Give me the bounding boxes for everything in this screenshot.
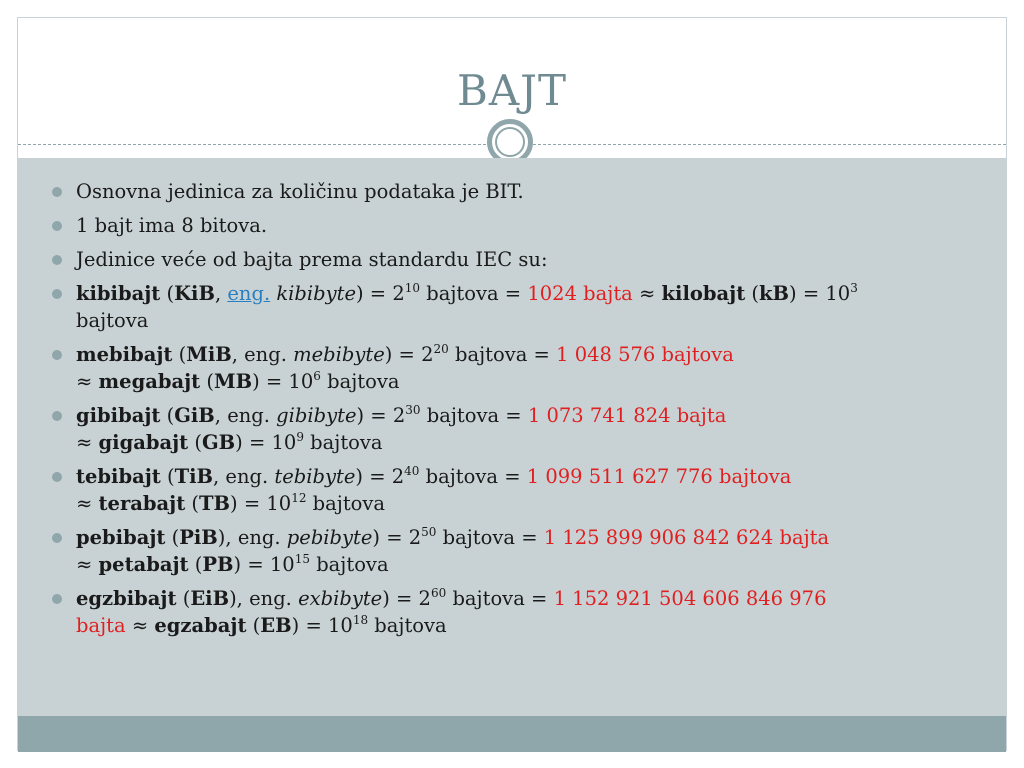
unit-name: tebibajt <box>76 465 161 488</box>
unit-value: 1 125 899 906 842 624 bajta <box>543 526 830 549</box>
bullet-list <box>48 178 918 646</box>
unit-abbr: EiB <box>190 587 230 610</box>
eng-label: eng. <box>227 404 270 427</box>
unit-value: 1 048 576 bajtova <box>556 343 734 366</box>
unit-value: 1 073 741 824 bajta <box>527 404 727 427</box>
decimal-unit-name: egzabajt <box>154 614 247 637</box>
bullet-text: Jedinice veće od bajta prema standardu IEC su: <box>76 248 548 271</box>
decimal-unit-abbr: TB <box>199 492 231 515</box>
eng-term: mebibyte <box>293 343 385 366</box>
bullet-item <box>48 246 918 273</box>
bullet-item <box>48 178 918 205</box>
decimal-unit-abbr: kB <box>759 282 790 305</box>
exponent-2: 40 <box>404 464 420 478</box>
exponent-2: 10 <box>404 281 421 295</box>
unit-name: pebibajt <box>76 526 166 549</box>
slide-title: BAJT <box>456 66 568 115</box>
exponent-2: 60 <box>430 586 447 600</box>
decimal-unit-name: kilobajt <box>661 282 746 305</box>
bullet-item-mib: mebibajt (MiB, eng. mebibyte) = $2^{20}$ bajtova = 1 048 576 bajtova ≈ megabajt $(MB) = 10^6$ bajtova <box>48 341 918 395</box>
bullet-dot-icon <box>52 594 62 604</box>
eng-link[interactable]: eng. <box>227 282 271 305</box>
bullet-item-kib: kibibajt (KiB, eng. kibibyte) = $2^{10}$ bajtova = 1024 bajta ≈ kilobajt $(kB) = 10^3$ bajtova <box>48 280 918 334</box>
bullet-dot-icon <box>52 350 62 360</box>
unit-value: 1 152 921 504 606 846 976 <box>553 587 827 610</box>
unit-abbr: KiB <box>174 282 215 305</box>
exponent-2: 50 <box>421 525 437 539</box>
bullet-item <box>48 212 918 239</box>
bullet-dot-icon <box>52 533 62 543</box>
decimal-unit-name: petabajt <box>98 553 189 576</box>
exponent-10: 12 <box>291 491 307 505</box>
exponent-10: 18 <box>352 613 369 627</box>
eng-label: eng. <box>249 587 292 610</box>
eng-term: gibibyte <box>276 404 357 427</box>
decimal-unit-abbr: PB <box>202 553 234 576</box>
eng-label: eng. <box>237 526 281 549</box>
eng-label: eng. <box>225 465 269 488</box>
decimal-unit-name: megabajt <box>98 370 201 393</box>
eng-term: pebibyte <box>286 526 373 549</box>
exponent-2: 20 <box>433 342 449 356</box>
exponent-10: 15 <box>294 552 310 566</box>
bullet-item-eib: egzbibajt (EiB), eng. exbibyte) = $2^{60}$ bajtova = 1 152 921 504 606 846 976 bajta ≈ egzabajt $(EB) = 10^{18}$ bajtova <box>48 585 918 639</box>
exponent-10: 6 <box>313 369 321 383</box>
bullet-item-pib: pebibajt (PiB), eng. pebibyte) = $2^{50}$ bajtova = 1 125 899 906 842 624 bajta ≈ petabajt $(PB) = 10^{15}$ bajtova <box>48 524 918 578</box>
unit-abbr: TiB <box>174 465 214 488</box>
eng-term: kibibyte <box>276 282 356 305</box>
exponent-10: 3 <box>850 281 858 295</box>
content-area <box>18 158 1006 716</box>
unit-name: egzbibajt <box>76 587 177 610</box>
eng-term: exbibyte <box>298 587 383 610</box>
bullet-dot-icon <box>52 187 62 197</box>
slide <box>17 17 1007 751</box>
bullet-dot-icon <box>52 221 62 231</box>
decimal-unit-abbr: MB <box>214 370 253 393</box>
footer-band <box>18 716 1006 752</box>
unit-value: 1 099 511 627 776 bajtova <box>526 465 792 488</box>
unit-abbr: MiB <box>186 343 232 366</box>
bullet-dot-icon <box>52 255 62 265</box>
unit-value: 1024 bajta <box>527 282 633 305</box>
unit-abbr: GiB <box>174 404 215 427</box>
eng-label: eng. <box>244 343 287 366</box>
bullet-item-tib: tebibajt (TiB, eng. tebibyte) = $2^{40}$ bajtova = 1 099 511 627 776 bajtova ≈ terabajt $(TB) = 10^{12}$ bajtova <box>48 463 918 517</box>
unit-name: gibibajt <box>76 404 161 427</box>
bullet-dot-icon <box>52 289 62 299</box>
unit-name: kibibajt <box>76 282 161 305</box>
decimal-unit-name: terabajt <box>98 492 186 515</box>
unit-abbr: PiB <box>179 526 218 549</box>
unit-name: mebibajt <box>76 343 173 366</box>
exponent-10: 9 <box>296 430 304 444</box>
exponent-2: 30 <box>405 403 421 417</box>
eng-term: tebibyte <box>274 465 356 488</box>
decimal-unit-name: gigabajt <box>98 431 189 454</box>
bullet-dot-icon <box>52 411 62 421</box>
unit-value-cont: bajta <box>76 614 126 637</box>
bullet-text: Osnovna jedinica za količinu podataka je BIT. <box>76 180 524 203</box>
decimal-unit-abbr: EB <box>260 614 292 637</box>
bullet-item-gib: gibibajt (GiB, eng. gibibyte) = $2^{30}$ bajtova = 1 073 741 824 bajta ≈ gigabajt $(GB) = 10^9$ bajtova <box>48 402 918 456</box>
bullet-text: 1 bajt ima 8 bitova. <box>76 214 268 237</box>
bullet-dot-icon <box>52 472 62 482</box>
decimal-unit-abbr: GB <box>202 431 236 454</box>
